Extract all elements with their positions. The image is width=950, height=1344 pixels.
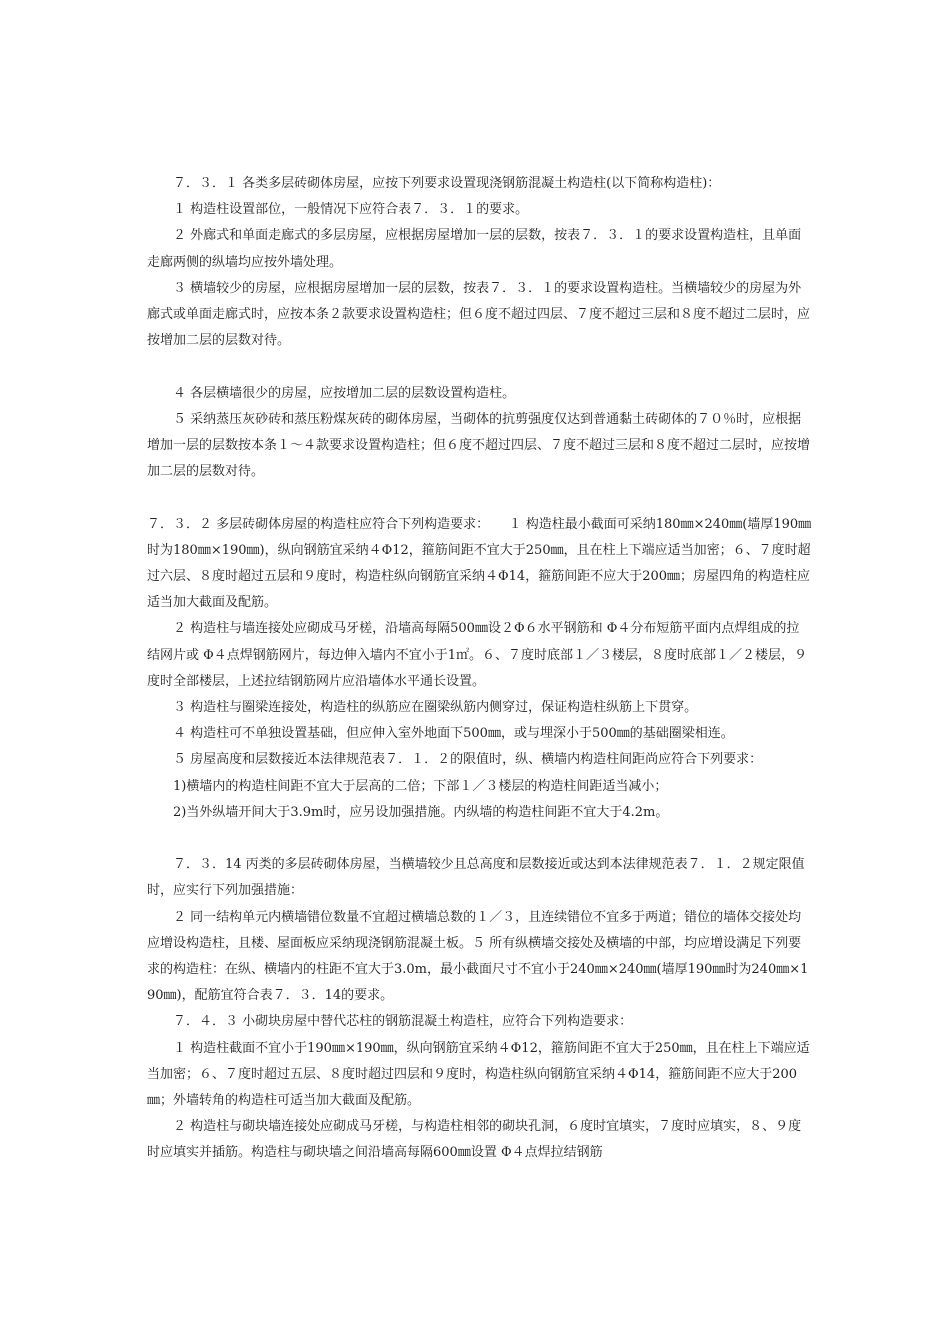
clause-7-3-1-item-1: １ 构造柱设置部位，一般情况下应符合表７．３．１的要求。: [147, 202, 529, 218]
clause-7-3-1-item-2: ２ 外廊式和单面走廊式的多层房屋，应根据房屋增加一层的层数，按表７．３．１的要求设置构造柱，且单面走廊两侧的纵墙均应按外墙处理。: [147, 228, 802, 270]
clause-7-3-1-item-4: ４ 各层横墙很少的房屋，应按增加二层的层数设置构造柱。: [147, 385, 516, 401]
paragraph-gap: [147, 826, 812, 852]
paragraph-gap: [147, 354, 812, 380]
clause-7-3-1: ７．３．１ 各类多层砖砌体房屋，应按下列要求设置现浇钢筋混凝土构造柱(以下简称构造柱)：: [147, 176, 721, 191]
clause-7-4-3-item-1: １ 构造柱截面不宜小于190㎜×190㎜，纵向钢筋宜采纳４Φ12，箍筋间距不宜大于250㎜，且在柱上下端应适当加密；６、７度时超过五层、８度时超过四层和９度时，构造柱纵向钢筋宜采纳４Φ14，箍筋间距不应大于200㎜；外墙转角的构造柱可适当加大截面及配筋。: [147, 1040, 810, 1109]
clause-7-3-1-item-5: ５ 采纳蒸压灰砂砖和蒸压粉煤灰砖的砌体房屋，当砌体的抗剪强度仅达到普通黏土砖砌体的７０％时，应根据增加一层的层数按本条１～４款要求设置构造柱；但６度不超过四层、７度不超过三层和８度不超过二层时，应按增加二层的层数对待。: [147, 411, 811, 480]
paragraph-gap: [147, 485, 812, 511]
clause-7-3-2-item-5: ５ 房屋高度和层数接近本法律规范表７．１．２的限值时，纵、横墙内构造柱间距尚应符合下列要求：: [147, 752, 763, 768]
clause-7-3-1-item-3: ３ 横墙较少的房屋，应根据房屋增加一层的层数，按表７．３．１的要求设置构造柱。当横墙较少的房屋为外廊式或单面走廊式时，应按本条２款要求设置构造柱；但６度不超过四层、７度不超过三层和８度不超过二层时，应按增加二层的层数对待。: [147, 280, 811, 349]
clause-7-3-14-item-2: ２ 同一结构单元内横墙错位数量不宜超过横墙总数的１／３，且连续错位不宜多于两道；错位的墙体交接处均应增设构造柱，且楼、屋面板应采纳现浇钢筋混凝土板。５ 所有纵横墙交接处及横墙的中部，均应增设满足下列要求的构造柱：在纵、横墙内的柱距不宜大于3.0m，最小截面尺寸不宜小于240㎜×240㎜(墙厚190㎜时为240㎜×190㎜)，配筋宜符合表７．３．14的要求。: [147, 909, 809, 1004]
document-body: [147, 171, 812, 1167]
clause-7-3-14: ７．３．14 丙类的多层砖砌体房屋，当横墙较少且总高度和层数接近或达到本法律规范表７．１．２规定限值时，应实行下列加强措施：: [147, 857, 805, 899]
clause-7-4-3-item-2: ２ 构造柱与砌块墙连接处应砌成马牙槎，与构造柱相邻的砌块孔洞，６度时宜填实，７度时应填实，８、９度时应填实并插筋。构造柱与砌块墙之间沿墙高每隔600㎜设置 Φ４点焊拉结钢筋: [147, 1119, 802, 1161]
clause-7-3-2-item-2: ２ 构造柱与墙连接处应砌成马牙槎，沿墙高每隔500㎜设２Φ６水平钢筋和 Φ４分布短筋平面内点焊组成的拉结网片或 Φ４点焊钢筋网片，每边伸入墙内不宜小于1㎡。６、７度时底部１／３楼层，８度时底部１／２楼层，９度时全部楼层，上述拉结钢筋网片应沿墙体水平通长设置。: [147, 621, 808, 689]
clause-7-3-2-item-4: ４ 构造柱可不单独设置基础，但应伸入室外地面下500㎜，或与埋深小于500㎜的基础圈梁相连。: [147, 726, 734, 742]
clause-7-3-2-item-3: ３ 构造柱与圈梁连接处，构造柱的纵筋应在圈梁纵筋内侧穿过，保证构造柱纵筋上下贯穿。: [147, 700, 698, 716]
clause-7-3-2: ７．３．２ 多层砖砌体房屋的构造柱应符合下列构造要求： １ 构造柱最小截面可采纳180㎜×240㎜(墙厚190㎜时为180㎜×190㎜)，纵向钢筋宜采纳４Φ12，箍筋间距不宜大于250㎜，且在柱上下端应适当加密；６、７度时超过六层、８度时超过五层和９度时，构造柱纵向钢筋宜采纳４Φ14，箍筋间距不应大于200㎜；房屋四角的构造柱应适当加大截面及配筋。: [147, 516, 812, 611]
clause-7-4-3: ７．４．３ 小砌块房屋中替代芯柱的钢筋混凝土构造柱，应符合下列构造要求：: [147, 1014, 633, 1030]
clause-7-3-2-item-5-sub-2: 2)当外纵墙开间大于3.9m时，应另设加强措施。内纵墙的构造柱间距不宜大于4.2m。: [147, 804, 669, 820]
clause-7-3-2-item-5-sub-1: 1)横墙内的构造柱间距不宜大于层高的二倍；下部１／３楼层的构造柱间距适当减小；: [147, 778, 668, 794]
